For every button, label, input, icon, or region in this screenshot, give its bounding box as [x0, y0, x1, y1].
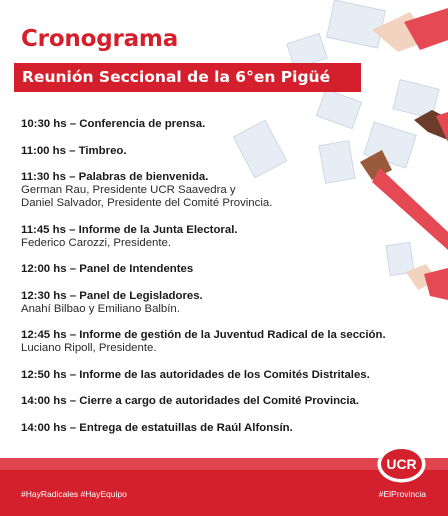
schedule-time: 11:30 hs	[21, 171, 66, 183]
schedule-item: 12:30 hs – Panel de Legisladores. Anahí Bilbao y Emiliano Balbín.	[21, 289, 203, 315]
schedule-item: 11:30 hs – Palabras de bienvenida. German Rau, Presidente UCR Saavedra y Daniel Salvador, Presidente del Comité Provincia.	[21, 171, 273, 209]
schedule-item: 12:00 hs – Panel de Intendentes	[21, 263, 194, 275]
ucr-logo	[376, 444, 427, 484]
hashtags-left: #HayRadicales #HayEquipo	[21, 489, 127, 499]
hashtag-right: #ElProvincia	[378, 489, 426, 499]
event-banner: Reunión Seccional de la 6°en Pigüé	[14, 63, 361, 92]
schedule-time: 10:30 hs	[21, 118, 67, 130]
schedule-time: 12:45 hs	[21, 329, 67, 341]
schedule-detail: Anahí Bilbao y Emiliano Balbín.	[21, 302, 180, 315]
schedule-detail: Federico Carozzi, Presidente.	[21, 236, 172, 249]
schedule-item: 11:45 hs – Informe de la Junta Electoral. Federico Carozzi, Presidente.	[21, 223, 238, 249]
schedule-item: 12:45 hs – Informe de gestión de la Juventud Radical de la sección. Luciano Ripoll, Presidente.	[21, 329, 386, 354]
schedule-list	[21, 118, 401, 448]
schedule-detail: Daniel Salvador, Presidente del Comité Provincia.	[21, 197, 273, 209]
schedule-item: 12:50 hs – Informe de las autoridades de los Comités Distritales.	[21, 368, 370, 381]
schedule-detail: Luciano Ripoll, Presidente.	[21, 342, 157, 354]
schedule-time: 12:30 hs	[21, 289, 67, 302]
schedule-event: Panel de Legisladores.	[79, 289, 203, 302]
schedule-event: Informe de la Junta Electoral.	[78, 223, 238, 236]
schedule-time: 11:45 hs	[21, 223, 66, 236]
schedule-detail: German Rau, Presidente UCR Saavedra y	[21, 184, 236, 196]
schedule-time: 12:50 hs	[21, 368, 67, 381]
schedule-event: Informe de las autoridades de los Comités Distritales.	[79, 368, 370, 381]
schedule-event: Entrega de estatuillas de Raúl Alfonsín.	[79, 421, 293, 434]
schedule-event: Informe de gestión de la Juventud Radical de la sección.	[79, 329, 386, 341]
schedule-item: 14:00 hs – Cierre a cargo de autoridades del Comité Provincia.	[21, 395, 360, 407]
schedule-event: Palabras de bienvenida.	[78, 171, 209, 183]
schedule-time: 12:00 hs	[21, 263, 67, 275]
schedule-item: 10:30 hs – Conferencia de prensa.	[21, 118, 206, 130]
schedule-event: Conferencia de prensa.	[79, 118, 206, 130]
schedule-time: 14:00 hs	[21, 395, 67, 407]
schedule-time: 14:00 hs	[21, 421, 67, 434]
ucr-logo-text: UCR	[386, 456, 417, 472]
ballot-paper	[327, 0, 386, 48]
schedule-event: Cierre a cargo de autoridades del Comité Provincia.	[79, 395, 360, 407]
schedule-event: Panel de Intendentes	[79, 263, 194, 275]
schedule-time: 11:00 hs	[21, 144, 66, 157]
schedule-item: 11:00 hs – Timbreo.	[21, 144, 127, 157]
page-title: Cronograma	[21, 26, 179, 52]
schedule-item: 14:00 hs – Entrega de estatuillas de Raúl Alfonsín.	[21, 421, 293, 434]
schedule-event: Timbreo.	[78, 144, 127, 157]
